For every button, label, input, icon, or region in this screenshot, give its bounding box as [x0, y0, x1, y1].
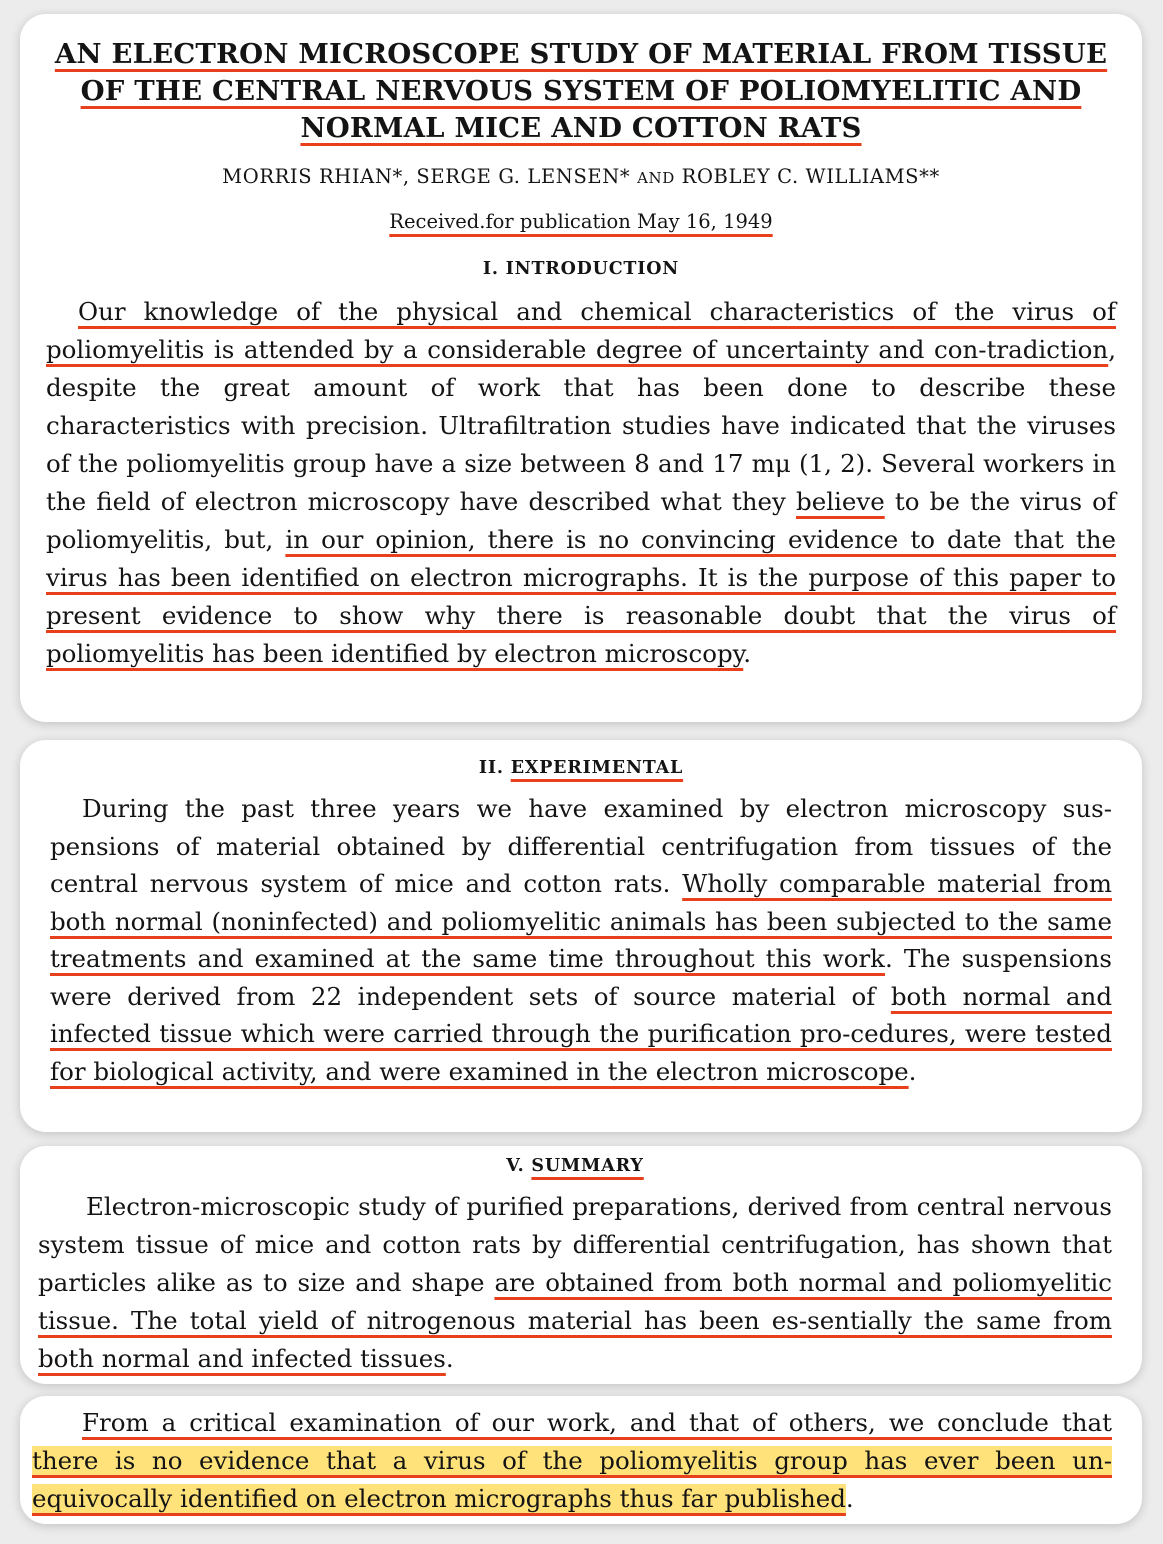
sum-text-3: .	[445, 1344, 454, 1373]
received-text: Received.for publication May 16, 1949	[389, 210, 773, 233]
title-line-3: NORMAL MICE AND COTTON RATS	[300, 112, 862, 144]
introduction-heading: I. INTRODUCTION	[482, 259, 680, 279]
conc-highlighted-2: there is no evidence that a virus of the poliomyelitis group has ever been un-equivocally identified on electron micrographs thus far published	[32, 1446, 1112, 1513]
title-line-1: AN ELECTRON MICROSCOPE STUDY OF MATERIAL FROM TISSUE	[54, 38, 1108, 70]
intro-text-6: .	[743, 639, 752, 668]
intro-text-4: to be the virus of poliomyelitis, but,	[46, 487, 1116, 554]
intro-text-2: , despite the great amount of work that has been done to describe these characteristics with precision. Ultrafiltration studies have indicated that the viruses of the poliomyelitis group have a size between 8 and 17 mμ (1, 2). Several workers in the field of electron microscopy have described what they	[46, 335, 1116, 516]
exp-text-3: . The suspensions were derived from 22 independent sets of source material of	[50, 944, 1112, 1011]
exp-text-5: .	[908, 1056, 917, 1086]
authors-line	[46, 165, 1116, 188]
intro-underlined-believe: believe	[796, 487, 885, 516]
sum-underlined-2: are obtained from both normal and poliomyelitic tissue. The total yield of nitrogenous material has been es-sentially the same from both normal and infected tissues	[38, 1268, 1112, 1373]
summary-heading-word: SUMMARY	[531, 1156, 644, 1176]
excerpt-card-introduction	[20, 14, 1142, 722]
intro-underlined-1: Our knowledge of the physical and chemical characteristics of the virus of poliomyelitis is attended by a considerable degree of uncertainty and con-tradiction	[46, 297, 1116, 364]
experimental-paragraph	[50, 790, 1112, 1090]
received-date	[46, 210, 1116, 233]
summary-heading-number: V.	[506, 1156, 525, 1176]
experimental-heading-number: II.	[478, 758, 504, 778]
exp-text-1: During the past three years we have examined by electron microscopy sus-pensions of material obtained by differential centrifugation from tissues of the central nervous system of mice and cotton rats.	[50, 794, 1112, 898]
authors-and: AND	[637, 169, 675, 187]
authors-last: ROBLEY C. WILLIAMS**	[681, 165, 940, 188]
sum-text-1: Electron-microscopic study of purified preparations, derived from central nervous system tissue of mice and cotton rats by differential centrifugation, has shown that particles alike as to size and shape	[38, 1192, 1112, 1297]
conclusion-paragraph	[32, 1404, 1112, 1518]
introduction-paragraph	[46, 293, 1116, 673]
paper-title	[46, 36, 1116, 147]
excerpt-card-summary	[20, 1146, 1142, 1384]
conc-underlined-1: From a critical examination of our work, and that of others, we conclude that	[82, 1408, 1112, 1437]
exp-underlined-2: Wholly comparable material from both normal (noninfected) and poliomyelitic animals has been subjected to the same treatments and examined at the same time throughout this work	[50, 869, 1112, 973]
title-line-2: OF THE CENTRAL NERVOUS SYSTEM OF POLIOMYELITIC AND	[80, 75, 1082, 107]
authors-first: MORRIS RHIAN*, SERGE G. LENSEN*	[222, 165, 631, 188]
experimental-heading	[50, 758, 1112, 778]
excerpt-card-experimental	[20, 740, 1142, 1132]
excerpt-card-conclusion	[20, 1396, 1142, 1524]
exp-underlined-4: both normal and infected tissue which were carried through the purification pro-cedures, were tested for biological activity, and were examined in the electron microscope	[50, 981, 1112, 1086]
summary-paragraph	[38, 1188, 1112, 1378]
intro-underlined-5: in our opinion, there is no convincing evidence to date that the virus has been identified on electron micrographs. It is the purpose of this paper to present evidence to show why there is reasonable doubt that the virus of poliomyelitis has been identified by electron microscopy	[46, 525, 1117, 668]
experimental-heading-word: EXPERIMENTAL	[510, 758, 684, 778]
conc-text-3: .	[845, 1484, 854, 1513]
summary-heading	[38, 1156, 1112, 1176]
